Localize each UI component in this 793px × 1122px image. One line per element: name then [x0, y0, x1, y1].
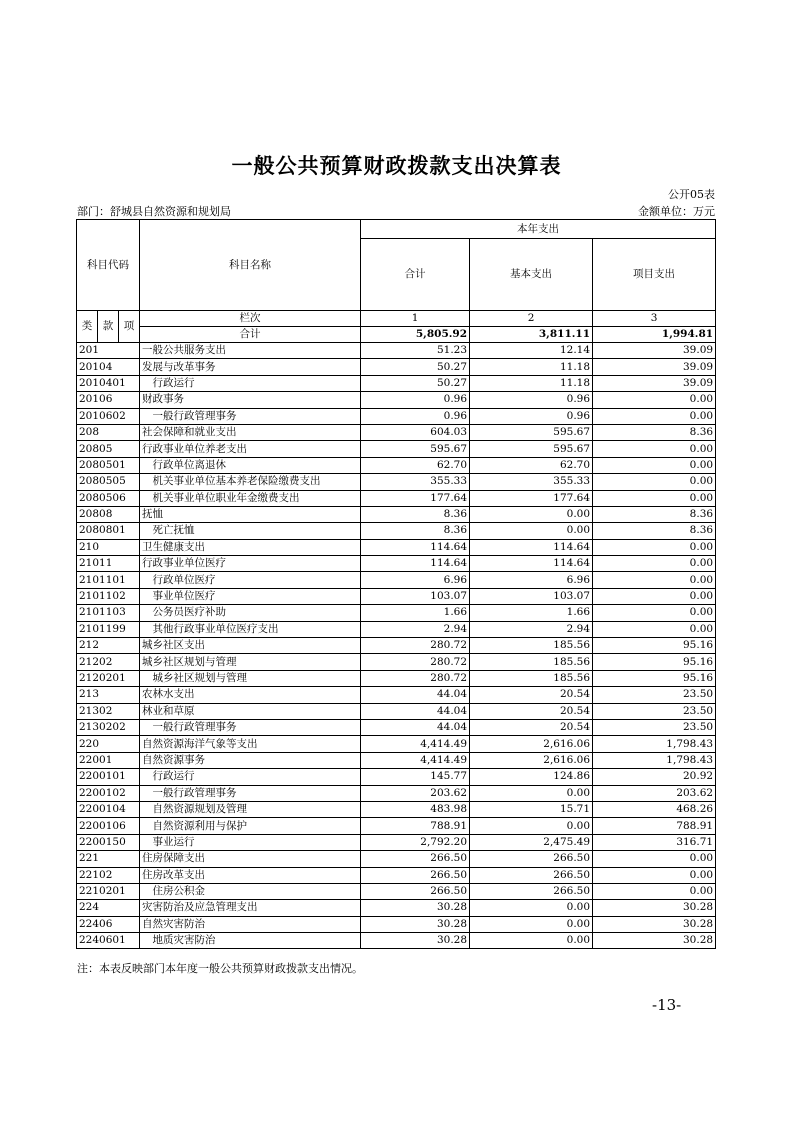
project-cell: 0.00: [593, 556, 716, 572]
subject-name-cell: 自然资源事务: [140, 752, 361, 768]
project-cell: 0.00: [593, 588, 716, 604]
subject-name-cell: 机关事业单位基本养老保险缴费支出: [140, 474, 361, 490]
total-cell: 355.33: [361, 474, 470, 490]
total-cell: 280.72: [361, 670, 470, 686]
basic-cell: 0.00: [470, 818, 593, 834]
project-cell: 30.28: [593, 933, 716, 949]
project-cell: 0.00: [593, 474, 716, 490]
subject-name-cell: 其他行政事业单位医疗支出: [140, 621, 361, 637]
subject-name-cell: 发展与改革事务: [140, 359, 361, 375]
project-cell: 0.00: [593, 883, 716, 899]
table-row: [77, 621, 716, 637]
total-cell: 280.72: [361, 654, 470, 670]
total-cell: 8.36: [361, 506, 470, 522]
total-cell: 177.64: [361, 490, 470, 506]
project-cell: 0.00: [593, 408, 716, 424]
basic-cell: 0.00: [470, 933, 593, 949]
project-cell: 39.09: [593, 359, 716, 375]
subject-code-cell: 2101101: [77, 572, 140, 588]
project-header: 项目支出: [593, 239, 716, 311]
project-cell: 95.16: [593, 638, 716, 654]
table-row: [77, 752, 716, 768]
subject-name-cell: 行政运行: [140, 375, 361, 391]
grand-basic-value: 3,811.11: [470, 327, 593, 343]
subject-name-cell: 一般公共服务支出: [140, 343, 361, 359]
basic-cell: 185.56: [470, 670, 593, 686]
subject-name-cell: 抚恤: [140, 506, 361, 522]
basic-cell: 20.54: [470, 719, 593, 735]
subject-code-cell: 2210201: [77, 883, 140, 899]
subject-name-cell: 地质灾害防治: [140, 933, 361, 949]
basic-cell: 15.71: [470, 801, 593, 817]
subject-code-cell: 201: [77, 343, 140, 359]
total-cell: 50.27: [361, 359, 470, 375]
subject-code-cell: 2200101: [77, 769, 140, 785]
table-row: [77, 457, 716, 473]
subject-name-header: 科目名称: [140, 220, 361, 311]
basic-cell: 595.67: [470, 424, 593, 440]
total-cell: 44.04: [361, 687, 470, 703]
subject-code-cell: 2080801: [77, 523, 140, 539]
project-cell: 39.09: [593, 343, 716, 359]
subject-name-cell: 行政运行: [140, 769, 361, 785]
basic-cell: 185.56: [470, 638, 593, 654]
table-row: [77, 916, 716, 932]
total-cell: 0.96: [361, 408, 470, 424]
subject-name-cell: 事业单位医疗: [140, 588, 361, 604]
project-cell: 788.91: [593, 818, 716, 834]
project-cell: 23.50: [593, 703, 716, 719]
table-row: [77, 851, 716, 867]
basic-cell: 20.54: [470, 687, 593, 703]
project-cell: 8.36: [593, 523, 716, 539]
subject-name-cell: 行政单位离退休: [140, 457, 361, 473]
subject-code-cell: 2130202: [77, 719, 140, 735]
subject-code-cell: 2010401: [77, 375, 140, 391]
table-row: [77, 408, 716, 424]
project-cell: 0.00: [593, 867, 716, 883]
project-cell: 95.16: [593, 670, 716, 686]
table-row: [77, 572, 716, 588]
subject-name-cell: 城乡社区规划与管理: [140, 654, 361, 670]
total-header: 合计: [361, 239, 470, 311]
subject-code-cell: 213: [77, 687, 140, 703]
total-cell: 1.66: [361, 605, 470, 621]
table-row: [77, 801, 716, 817]
project-cell: 0.00: [593, 490, 716, 506]
basic-cell: 0.96: [470, 392, 593, 408]
table-row: [77, 703, 716, 719]
total-cell: 604.03: [361, 424, 470, 440]
subject-name-cell: 自然灾害防治: [140, 916, 361, 932]
basic-cell: 266.50: [470, 867, 593, 883]
total-cell: 44.04: [361, 703, 470, 719]
basic-cell: 185.56: [470, 654, 593, 670]
table-row: [77, 638, 716, 654]
basic-cell: 114.64: [470, 539, 593, 555]
grand-total-value: 5,805.92: [361, 327, 470, 343]
table-row: [77, 834, 716, 850]
basic-cell: 2.94: [470, 621, 593, 637]
subject-code-cell: 22102: [77, 867, 140, 883]
project-cell: 0.00: [593, 539, 716, 555]
subject-code-cell: 2120201: [77, 670, 140, 686]
col2-number: 2: [470, 311, 593, 327]
total-cell: 30.28: [361, 916, 470, 932]
basic-cell: 124.86: [470, 769, 593, 785]
basic-cell: 0.00: [470, 523, 593, 539]
item-header: 项: [119, 311, 140, 343]
table-row: [77, 441, 716, 457]
subject-name-cell: 死亡抚恤: [140, 523, 361, 539]
table-row: [77, 392, 716, 408]
footnote: 注：本表反映部门本年度一般公共预算财政拨款支出情况。: [77, 962, 363, 975]
subject-code-cell: 2200102: [77, 785, 140, 801]
subject-name-cell: 事业运行: [140, 834, 361, 850]
subject-code-cell: 2200104: [77, 801, 140, 817]
subject-name-cell: 一般行政管理事务: [140, 785, 361, 801]
project-cell: 39.09: [593, 375, 716, 391]
table-row: [77, 588, 716, 604]
project-cell: 0.00: [593, 392, 716, 408]
current-year-header: 本年支出: [361, 220, 716, 239]
grand-project-value: 1,994.81: [593, 327, 716, 343]
subject-code-cell: 20104: [77, 359, 140, 375]
project-cell: 8.36: [593, 506, 716, 522]
subject-name-cell: 一般行政管理事务: [140, 719, 361, 735]
unit-label: 金额单位：万元: [638, 205, 715, 218]
total-cell: 266.50: [361, 867, 470, 883]
project-cell: 0.00: [593, 621, 716, 637]
project-cell: 468.26: [593, 801, 716, 817]
project-cell: 203.62: [593, 785, 716, 801]
total-cell: 30.28: [361, 933, 470, 949]
table-row: [77, 670, 716, 686]
class-header: 类: [77, 311, 98, 343]
table-row: [77, 424, 716, 440]
project-cell: 0.00: [593, 572, 716, 588]
subject-name-cell: 社会保障和就业支出: [140, 424, 361, 440]
basic-header: 基本支出: [470, 239, 593, 311]
table-row: [77, 490, 716, 506]
subject-name-cell: 灾害防治及应急管理支出: [140, 900, 361, 916]
subject-code-cell: 2101102: [77, 588, 140, 604]
basic-cell: 1.66: [470, 605, 593, 621]
basic-cell: 62.70: [470, 457, 593, 473]
table-row: [77, 605, 716, 621]
subject-name-cell: 财政事务: [140, 392, 361, 408]
subject-code-cell: 21202: [77, 654, 140, 670]
subject-name-cell: 城乡社区支出: [140, 638, 361, 654]
basic-cell: 12.14: [470, 343, 593, 359]
table-row: [77, 506, 716, 522]
basic-cell: 0.00: [470, 916, 593, 932]
total-cell: 4,414.49: [361, 752, 470, 768]
basic-cell: 595.67: [470, 441, 593, 457]
subject-name-cell: 自然资源规划及管理: [140, 801, 361, 817]
subject-code-cell: 2101199: [77, 621, 140, 637]
subject-code-cell: 212: [77, 638, 140, 654]
subject-code-cell: 2101103: [77, 605, 140, 621]
subject-name-cell: 农林水支出: [140, 687, 361, 703]
subject-name-cell: 机关事业单位职业年金缴费支出: [140, 490, 361, 506]
table-row: [77, 867, 716, 883]
total-cell: 51.23: [361, 343, 470, 359]
total-cell: 0.96: [361, 392, 470, 408]
total-cell: 50.27: [361, 375, 470, 391]
total-cell: 280.72: [361, 638, 470, 654]
basic-cell: 355.33: [470, 474, 593, 490]
basic-cell: 20.54: [470, 703, 593, 719]
table-row: [77, 654, 716, 670]
section-header: 款: [98, 311, 119, 343]
col3-number: 3: [593, 311, 716, 327]
subject-code-header: 科目代码: [77, 220, 140, 311]
col1-number: 1: [361, 311, 470, 327]
expenditure-table: [76, 219, 716, 949]
table-row: [77, 359, 716, 375]
table-row: [77, 785, 716, 801]
table-row: [77, 474, 716, 490]
subject-code-cell: 20808: [77, 506, 140, 522]
total-cell: 266.50: [361, 851, 470, 867]
subject-name-cell: 住房保障支出: [140, 851, 361, 867]
subject-code-cell: 22001: [77, 752, 140, 768]
subject-code-cell: 21302: [77, 703, 140, 719]
subject-code-cell: 20106: [77, 392, 140, 408]
table-body: [77, 343, 716, 949]
total-cell: 788.91: [361, 818, 470, 834]
project-cell: 1,798.43: [593, 752, 716, 768]
total-cell: 203.62: [361, 785, 470, 801]
table-row: [77, 523, 716, 539]
basic-cell: 2,616.06: [470, 752, 593, 768]
subject-name-cell: 行政单位医疗: [140, 572, 361, 588]
table-row: [77, 343, 716, 359]
subject-code-cell: 22406: [77, 916, 140, 932]
project-cell: 8.36: [593, 424, 716, 440]
basic-cell: 266.50: [470, 883, 593, 899]
table-row: [77, 818, 716, 834]
basic-cell: 0.00: [470, 506, 593, 522]
total-cell: 30.28: [361, 900, 470, 916]
total-cell: 103.07: [361, 588, 470, 604]
subject-code-cell: 224: [77, 900, 140, 916]
basic-cell: 0.00: [470, 785, 593, 801]
total-cell: 266.50: [361, 883, 470, 899]
subject-name-cell: 城乡社区规划与管理: [140, 670, 361, 686]
page-title: 一般公共预算财政拨款支出决算表: [231, 153, 562, 178]
table-row: [77, 933, 716, 949]
table-header: [77, 220, 716, 343]
subject-name-cell: 住房公积金: [140, 883, 361, 899]
subject-code-cell: 2080505: [77, 474, 140, 490]
table-row: [77, 736, 716, 752]
subject-name-cell: 卫生健康支出: [140, 539, 361, 555]
subject-code-cell: 2200106: [77, 818, 140, 834]
table-row: [77, 375, 716, 391]
subject-name-cell: 林业和草原: [140, 703, 361, 719]
table-row: [77, 719, 716, 735]
table-row: [77, 687, 716, 703]
subject-code-cell: 2240601: [77, 933, 140, 949]
project-cell: 0.00: [593, 457, 716, 473]
basic-cell: 0.96: [470, 408, 593, 424]
basic-cell: 6.96: [470, 572, 593, 588]
project-cell: 316.71: [593, 834, 716, 850]
total-cell: 2.94: [361, 621, 470, 637]
subject-code-cell: 2200150: [77, 834, 140, 850]
subject-name-cell: 公务员医疗补助: [140, 605, 361, 621]
grand-total-label: 合计: [140, 327, 361, 343]
project-cell: 30.28: [593, 900, 716, 916]
basic-cell: 266.50: [470, 851, 593, 867]
basic-cell: 177.64: [470, 490, 593, 506]
total-cell: 595.67: [361, 441, 470, 457]
department-label: 部门：舒城县自然资源和规划局: [77, 205, 231, 218]
total-cell: 44.04: [361, 719, 470, 735]
total-cell: 2,792.20: [361, 834, 470, 850]
subject-code-cell: 220: [77, 736, 140, 752]
subject-code-cell: 208: [77, 424, 140, 440]
table-row: [77, 900, 716, 916]
project-cell: 95.16: [593, 654, 716, 670]
basic-cell: 0.00: [470, 900, 593, 916]
table-row: [77, 883, 716, 899]
table-row: [77, 539, 716, 555]
total-cell: 114.64: [361, 539, 470, 555]
subject-name-cell: 一般行政管理事务: [140, 408, 361, 424]
total-cell: 4,414.49: [361, 736, 470, 752]
subject-code-cell: 2080501: [77, 457, 140, 473]
basic-cell: 2,475.49: [470, 834, 593, 850]
table-row: [77, 556, 716, 572]
project-cell: 30.28: [593, 916, 716, 932]
basic-cell: 103.07: [470, 588, 593, 604]
table-row: [77, 769, 716, 785]
table-code: 公开05表: [668, 188, 715, 201]
project-cell: 1,798.43: [593, 736, 716, 752]
subject-code-cell: 20805: [77, 441, 140, 457]
total-cell: 6.96: [361, 572, 470, 588]
subject-code-cell: 221: [77, 851, 140, 867]
subject-code-cell: 21011: [77, 556, 140, 572]
total-cell: 62.70: [361, 457, 470, 473]
basic-cell: 2,616.06: [470, 736, 593, 752]
subject-name-cell: 自然资源海洋气象等支出: [140, 736, 361, 752]
subject-name-cell: 自然资源利用与保护: [140, 818, 361, 834]
basic-cell: 11.18: [470, 359, 593, 375]
project-cell: 0.00: [593, 441, 716, 457]
project-cell: 0.00: [593, 605, 716, 621]
total-cell: 483.98: [361, 801, 470, 817]
basic-cell: 114.64: [470, 556, 593, 572]
project-cell: 23.50: [593, 719, 716, 735]
project-cell: 0.00: [593, 851, 716, 867]
total-cell: 145.77: [361, 769, 470, 785]
column-no-header: 栏次: [140, 311, 361, 327]
project-cell: 23.50: [593, 687, 716, 703]
subject-code-cell: 2010602: [77, 408, 140, 424]
subject-name-cell: 住房改革支出: [140, 867, 361, 883]
total-cell: 114.64: [361, 556, 470, 572]
subject-name-cell: 行政事业单位医疗: [140, 556, 361, 572]
page-number: -13-: [652, 996, 682, 1014]
subject-code-cell: 2080506: [77, 490, 140, 506]
project-cell: 20.92: [593, 769, 716, 785]
total-cell: 8.36: [361, 523, 470, 539]
subject-code-cell: 210: [77, 539, 140, 555]
basic-cell: 11.18: [470, 375, 593, 391]
subject-name-cell: 行政事业单位养老支出: [140, 441, 361, 457]
